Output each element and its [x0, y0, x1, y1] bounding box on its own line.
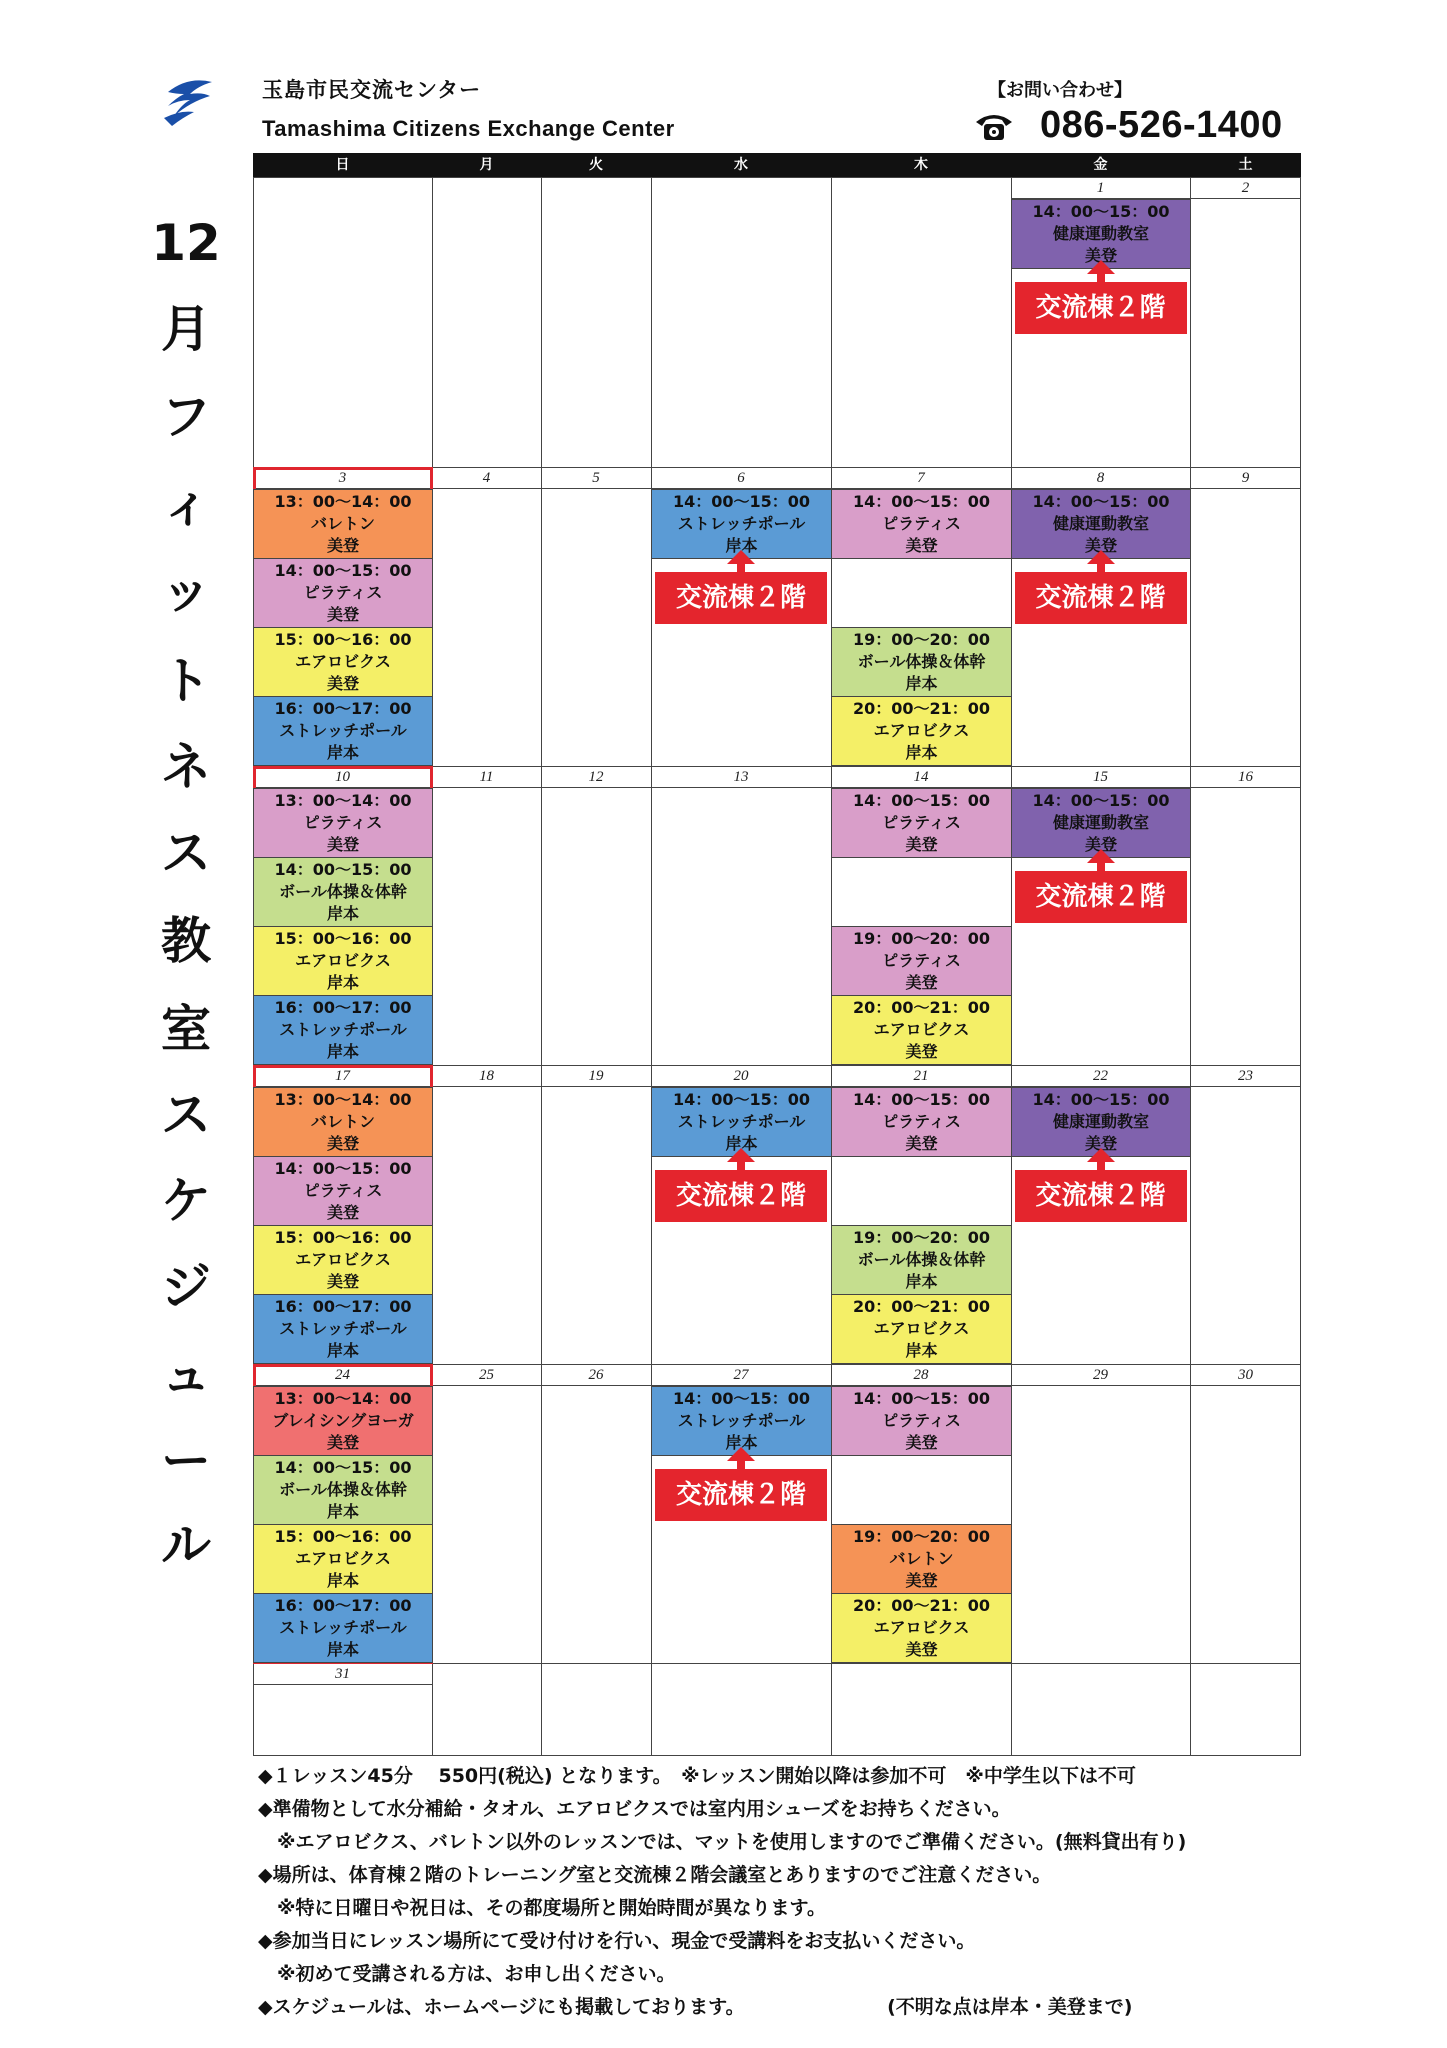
lesson-name: ストレッチポール [279, 1020, 407, 1039]
date-number: 20 [651, 1065, 831, 1087]
lesson-instructor: 美登 [905, 835, 938, 854]
title-char: 室 [161, 1000, 211, 1058]
lesson-block [253, 1225, 433, 1295]
lesson-instructor: 岸本 [326, 1341, 359, 1360]
date-number: 4 [432, 467, 541, 489]
arrow-up-icon [1087, 550, 1115, 564]
weekday-label: 月 [479, 157, 494, 173]
lesson-block [253, 1455, 433, 1525]
weekday-label: 金 [1093, 157, 1108, 173]
lesson-instructor: 美登 [1084, 1134, 1117, 1153]
venue-tag: 交流棟２階 [1015, 572, 1187, 624]
lesson-instructor: 美登 [1084, 246, 1117, 265]
date-number: 29 [1011, 1364, 1190, 1386]
date-number: 28 [831, 1364, 1011, 1386]
arrow-up-icon [1087, 260, 1115, 274]
lesson-time: 14：00～15：00 [1032, 492, 1170, 511]
lesson-name: エアロビクス [873, 1618, 970, 1637]
lesson-time: 16：00～17：00 [274, 1596, 412, 1615]
lesson-name: ボール体操＆体幹 [279, 1480, 407, 1499]
date-number: 21 [831, 1065, 1011, 1087]
lesson-instructor: 岸本 [725, 1433, 758, 1452]
lesson-time: 14：00～15：00 [1032, 202, 1170, 221]
lesson-time: 19：00～20：00 [852, 1527, 991, 1546]
phone-number: 086-526-1400 [1040, 104, 1283, 146]
venue-tag: 交流棟２階 [1015, 871, 1187, 923]
date-number: 3 [253, 467, 432, 489]
lesson-time: 20：00～21：00 [852, 998, 991, 1017]
lesson-instructor: 岸本 [725, 536, 758, 555]
date-number: 5 [541, 467, 651, 489]
arrow-up-icon [1087, 1148, 1115, 1162]
arrow-up-icon [1087, 849, 1115, 863]
lesson-time: 14：00～15：00 [274, 1159, 412, 1178]
lesson-name: 健康運動教室 [1052, 224, 1149, 243]
date-number: 10 [253, 766, 432, 788]
weekday-label: 土 [1238, 157, 1253, 173]
lesson-time: 13：00～14：00 [274, 1090, 412, 1109]
date-number: 30 [1190, 1364, 1301, 1386]
telephone-icon [974, 110, 1014, 144]
lesson-instructor: 美登 [326, 674, 359, 693]
title-char: 月 [161, 300, 211, 358]
lesson-block [1011, 489, 1191, 559]
weekday-label: 火 [589, 157, 603, 173]
lesson-instructor: 美登 [326, 536, 359, 555]
date-number: 12 [541, 766, 651, 788]
date-number: 26 [541, 1364, 651, 1386]
lesson-block [651, 489, 832, 559]
lesson-instructor: 美登 [1084, 536, 1117, 555]
lesson-name: ストレッチポール [677, 514, 806, 533]
title-char: ス [161, 824, 211, 882]
date-number: 18 [432, 1065, 541, 1087]
lesson-block [651, 1087, 832, 1157]
city-emblem-icon [160, 72, 216, 130]
lesson-name: エアロビクス [873, 1319, 970, 1338]
lesson-block [831, 926, 1012, 996]
venue-tag: 交流棟２階 [1015, 282, 1187, 334]
lesson-block [253, 558, 433, 628]
lesson-time: 16：00～17：00 [274, 1297, 412, 1316]
lesson-time: 13：00～14：00 [274, 791, 412, 810]
lesson-block [253, 1524, 433, 1594]
lesson-time: 14：00～15：00 [852, 1090, 991, 1109]
lesson-name: ピラティス [303, 1181, 383, 1200]
venue-tag: 交流棟２階 [655, 1469, 827, 1521]
grid-column-line [541, 177, 542, 1756]
lesson-block [253, 489, 433, 559]
note-line: ※特に日曜日や祝日は、その都度場所と開始時間が異なります。 [258, 1897, 826, 1919]
lesson-instructor: 岸本 [905, 1272, 938, 1291]
weekday-label: 木 [914, 157, 928, 173]
title-char: ィ [161, 476, 211, 534]
arrow-up-icon [727, 1148, 755, 1162]
lesson-instructor: 美登 [1084, 835, 1117, 854]
grid-column-line [1190, 177, 1191, 1756]
lesson-time: 15：00～16：00 [274, 929, 412, 948]
lesson-name: ピラティス [882, 813, 961, 832]
lesson-instructor: 美登 [326, 1203, 359, 1222]
lesson-name: バレトン [889, 1549, 954, 1568]
weekday-label: 水 [734, 157, 748, 173]
lesson-name: 健康運動教室 [1052, 1112, 1149, 1131]
lesson-block [253, 1294, 433, 1364]
note-line: ※初めて受講される方は、お申し出ください。 [258, 1963, 676, 1985]
date-number: 24 [253, 1364, 432, 1386]
note-line: ◆場所は、体育棟２階のトレーニング室と交流棟２階会議室とありますのでご注意ください。 [258, 1864, 1052, 1886]
lesson-instructor: 美登 [905, 1571, 938, 1590]
lesson-name: エアロビクス [295, 652, 391, 671]
lesson-block [253, 1156, 433, 1226]
lesson-block [253, 995, 433, 1065]
date-number: 11 [432, 766, 541, 788]
lesson-time: 14：00～15：00 [852, 1389, 991, 1408]
lesson-block [831, 627, 1012, 697]
date-number: 15 [1011, 766, 1190, 788]
lesson-instructor: 岸本 [326, 1640, 359, 1659]
lesson-block [253, 627, 433, 697]
lesson-block [831, 696, 1012, 766]
lesson-instructor: 岸本 [725, 1134, 758, 1153]
lesson-block [831, 1524, 1012, 1594]
note-line: ◆参加当日にレッスン場所にて受け付けを行い、現金で受講料をお支払いください。 [258, 1930, 976, 1952]
date-number: 14 [831, 766, 1011, 788]
lesson-time: 19：00～20：00 [852, 1228, 991, 1247]
lesson-name: エアロビクス [295, 1250, 391, 1269]
lesson-block [253, 696, 433, 766]
lesson-block [1011, 1087, 1191, 1157]
lesson-block [831, 995, 1012, 1065]
title-char: ス [161, 1086, 211, 1144]
lesson-time: 15：00～16：00 [274, 630, 412, 649]
arrow-up-icon [727, 550, 755, 564]
lesson-instructor: 美登 [326, 1134, 359, 1153]
date-number: 27 [651, 1364, 831, 1386]
lesson-name: ピラティス [882, 1112, 961, 1131]
date-number: 7 [831, 467, 1011, 489]
lesson-instructor: 美登 [905, 1042, 938, 1061]
lesson-time: 16：00～17：00 [274, 699, 412, 718]
lesson-time: 14：00～15：00 [274, 1458, 412, 1477]
lesson-name: 健康運動教室 [1052, 813, 1149, 832]
lesson-block [831, 1294, 1012, 1364]
lesson-instructor: 岸本 [905, 1341, 938, 1360]
org-name-jp: 玉島市民交流センター [262, 78, 482, 102]
lesson-name: エアロビクス [873, 1020, 970, 1039]
lesson-time: 14：00～15：00 [274, 860, 412, 879]
lesson-time: 20：00～21：00 [852, 1297, 991, 1316]
lesson-time: 14：00～15：00 [274, 561, 412, 580]
date-number: 31 [253, 1663, 432, 1685]
date-number: 1 [1011, 177, 1190, 199]
lesson-time: 14：00～15：00 [672, 1389, 811, 1408]
date-number: 25 [432, 1364, 541, 1386]
title-char: ッ [161, 562, 211, 620]
lesson-name: エアロビクス [295, 1549, 391, 1568]
lesson-instructor: 美登 [905, 1433, 938, 1452]
lesson-block [651, 1386, 832, 1456]
date-number: 17 [253, 1065, 432, 1087]
lesson-instructor: 美登 [326, 605, 359, 624]
org-name-en: Tamashima Citizens Exchange Center [262, 116, 675, 141]
lesson-time: 19：00～20：00 [852, 929, 991, 948]
weekday-header [253, 153, 1301, 177]
date-number: 2 [1190, 177, 1301, 199]
lesson-time: 16：00～17：00 [274, 998, 412, 1017]
lesson-instructor: 美登 [326, 1272, 359, 1291]
lesson-instructor: 美登 [326, 1433, 359, 1452]
contact-label: 【お問い合わせ】 [988, 80, 1132, 101]
title-char: ュ [161, 1346, 211, 1404]
lesson-block [253, 1386, 433, 1456]
lesson-block [1011, 788, 1191, 858]
lesson-block [1011, 199, 1191, 269]
lesson-instructor: 岸本 [905, 674, 938, 693]
lesson-time: 14：00～15：00 [852, 492, 991, 511]
lesson-name: ボール体操＆体幹 [857, 1250, 986, 1269]
lesson-block [831, 1225, 1012, 1295]
lesson-time: 15：00～16：00 [274, 1527, 412, 1546]
lesson-block [831, 1386, 1012, 1456]
lesson-time: 13：00～14：00 [274, 492, 412, 511]
lesson-name: ストレッチポール [279, 1319, 407, 1338]
lesson-name: ピラティス [303, 813, 383, 832]
lesson-time: 19：00～20：00 [852, 630, 991, 649]
note-line: ◆スケジュールは、ホームページにも掲載しております。 (不明な点は岸本・美登まで) [258, 1996, 1133, 2018]
date-number: 23 [1190, 1065, 1301, 1087]
lesson-instructor: 岸本 [905, 743, 938, 762]
lesson-block [831, 788, 1012, 858]
lesson-block [831, 1593, 1012, 1663]
lesson-name: ピラティス [882, 951, 961, 970]
lesson-name: ストレッチポール [279, 1618, 407, 1637]
lesson-time: 14：00～15：00 [672, 1090, 811, 1109]
lesson-instructor: 岸本 [326, 1042, 359, 1061]
date-number: 22 [1011, 1065, 1190, 1087]
lesson-instructor: 美登 [905, 973, 938, 992]
lesson-name: バレトン [310, 514, 375, 533]
lesson-instructor: 美登 [326, 835, 359, 854]
lesson-block [831, 1087, 1012, 1157]
lesson-time: 14：00～15：00 [672, 492, 811, 511]
title-char: フ [161, 388, 211, 446]
lesson-instructor: 岸本 [326, 743, 359, 762]
venue-tag: 交流棟２階 [655, 572, 827, 624]
lesson-instructor: 岸本 [326, 1571, 359, 1590]
lesson-name: エアロビクス [873, 721, 970, 740]
lesson-block [253, 1593, 433, 1663]
lesson-block [831, 489, 1012, 559]
arrow-up-icon [727, 1447, 755, 1461]
lesson-instructor: 岸本 [326, 1502, 359, 1521]
lesson-name: ピラティス [303, 583, 383, 602]
date-number: 9 [1190, 467, 1301, 489]
date-number: 19 [541, 1065, 651, 1087]
date-number: 13 [651, 766, 831, 788]
lesson-instructor: 岸本 [326, 973, 359, 992]
venue-tag: 交流棟２階 [1015, 1170, 1187, 1222]
lesson-name: ボール体操＆体幹 [857, 652, 986, 671]
lesson-name: ストレッチポール [677, 1411, 806, 1430]
date-number: 16 [1190, 766, 1301, 788]
title-char: ー [161, 1432, 211, 1490]
lesson-time: 14：00～15：00 [1032, 1090, 1170, 1109]
title-char: ケ [161, 1172, 211, 1230]
lesson-instructor: 美登 [905, 1640, 938, 1659]
lesson-name: エアロビクス [295, 951, 391, 970]
lesson-time: 13：00～14：00 [274, 1389, 412, 1408]
venue-tag: 交流棟２階 [655, 1170, 827, 1222]
note-line: ◆１レッスン45分 550円(税込) となります。 ※レッスン開始以降は参加不可 ※中学生以下は不可 [258, 1765, 1136, 1787]
lesson-block [253, 857, 433, 927]
lesson-time: 20：00～21：00 [852, 1596, 991, 1615]
note-line: ◆準備物として水分補給・タオル、エアロビクスでは室内用シューズをお持ちください。 [258, 1798, 1011, 1820]
date-number: 8 [1011, 467, 1190, 489]
lesson-instructor: 美登 [905, 536, 938, 555]
lesson-time: 15：00～16：00 [274, 1228, 412, 1247]
lesson-time: 20：00～21：00 [852, 699, 991, 718]
lesson-name: ストレッチポール [279, 721, 407, 740]
grid-column-line [651, 177, 652, 1756]
title-char: 12 [151, 214, 221, 272]
title-char: 教 [161, 912, 211, 970]
lesson-time: 14：00～15：00 [1032, 791, 1170, 810]
lesson-block [253, 788, 433, 858]
lesson-time: 14：00～15：00 [852, 791, 991, 810]
weekday-label: 日 [335, 157, 350, 173]
lesson-block [253, 1087, 433, 1157]
lesson-instructor: 岸本 [326, 904, 359, 923]
lesson-name: バレトン [310, 1112, 375, 1131]
lesson-name: ストレッチポール [677, 1112, 806, 1131]
lesson-instructor: 美登 [905, 1134, 938, 1153]
title-char: ジ [161, 1258, 211, 1316]
title-char: ト [161, 652, 211, 710]
lesson-name: 健康運動教室 [1052, 514, 1149, 533]
note-line: ※エアロビクス、バレトン以外のレッスンでは、マットを使用しますのでご準備ください。(無料貸出有り) [258, 1831, 1187, 1853]
lesson-block [253, 926, 433, 996]
lesson-name: ボール体操＆体幹 [279, 882, 407, 901]
title-char: ル [161, 1516, 211, 1574]
lesson-name: ピラティス [882, 1411, 961, 1430]
lesson-name: ピラティス [882, 514, 961, 533]
date-number: 6 [651, 467, 831, 489]
lesson-name: ブレイシングヨーガ [272, 1411, 414, 1430]
title-char: ネ [161, 738, 211, 796]
